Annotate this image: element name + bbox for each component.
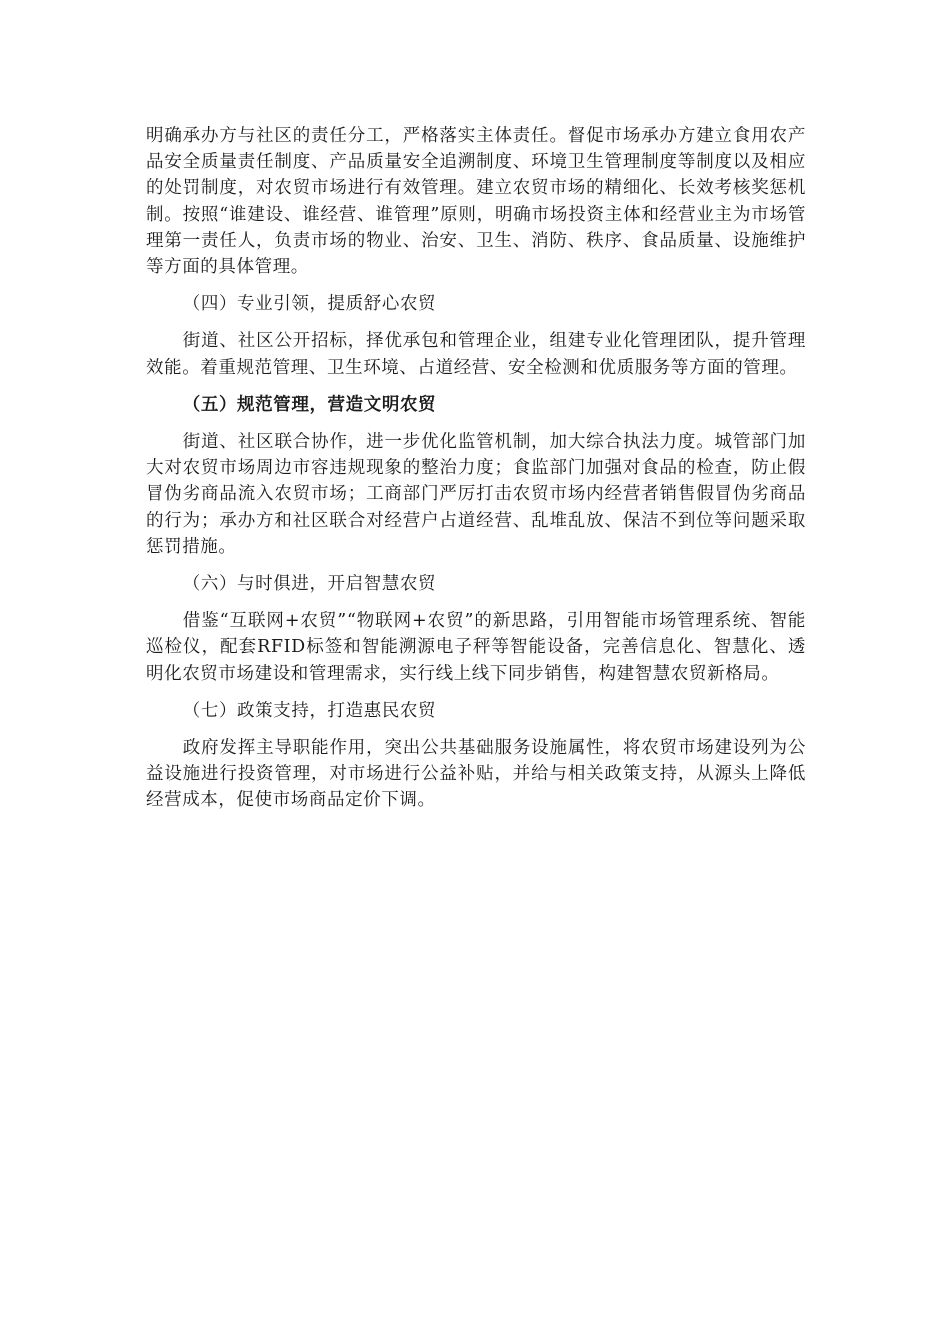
section-body-7: 政府发挥主导职能作用，突出公共基础服务设施属性，将农贸市场建设列为公益设施进行投资管理，对市场进行公益补贴，并给与相关政策支持，从源头上降低经营成本，促使市场商品定价下调。 (146, 738, 806, 811)
section-heading-6: （六）与时俱进，开启智慧农贸 (182, 574, 437, 595)
section-heading-4: （四）专业引领，提质舒心农贸 (182, 294, 437, 315)
section-body-5: 街道、社区联合协作，进一步优化监管机制，加大综合执法力度。城管部门加大对农贸市场周边市容违规现象的整治力度；食监部门加强对食品的检查，防止假冒伪劣商品流入农贸市场；工商部门严厉打击农贸市场内经营者销售假冒伪劣商品的行为；承办方和社区联合对经营户占道经营、乱堆乱放、保洁不到位等问题采取惩罚措施。 (146, 432, 806, 557)
section-heading-7: （七）政策支持，打造惠民农贸 (182, 700, 437, 721)
document-body (146, 123, 806, 814)
section-heading-5: （五）规范管理，营造文明农贸 (182, 394, 437, 415)
section-body-4: 街道、社区公开招标，择优承包和管理企业，组建专业化管理团队，提升管理效能。着重规范管理、卫生环境、占道经营、安全检测和优质服务等方面的管理。 (146, 331, 806, 378)
paragraph-responsibility: 明确承办方与社区的责任分工，严格落实主体责任。督促市场承办方建立食用农产品安全质量责任制度、产品质量安全追溯制度、环境卫生管理制度等制度以及相应的处罚制度，对农贸市场进行有效管理。建立农贸市场的精细化、长效考核奖惩机制。按照“谁建设、谁经营、谁管理”原则，明确市场投资主体和经营业主为市场管理第一责任人，负责市场的物业、治安、卫生、消防、秩序、食品质量、设施维护等方面的具体管理。 (146, 126, 806, 278)
section-body-6: 借鉴“互联网+农贸”“物联网+农贸”的新思路，引用智能市场管理系统、智能巡检仪，配套RFID标签和智能溯源电子秤等智能设备，完善信息化、智慧化、透明化农贸市场建设和管理需求，实行线上线下同步销售，构建智慧农贸新格局。 (146, 611, 806, 684)
